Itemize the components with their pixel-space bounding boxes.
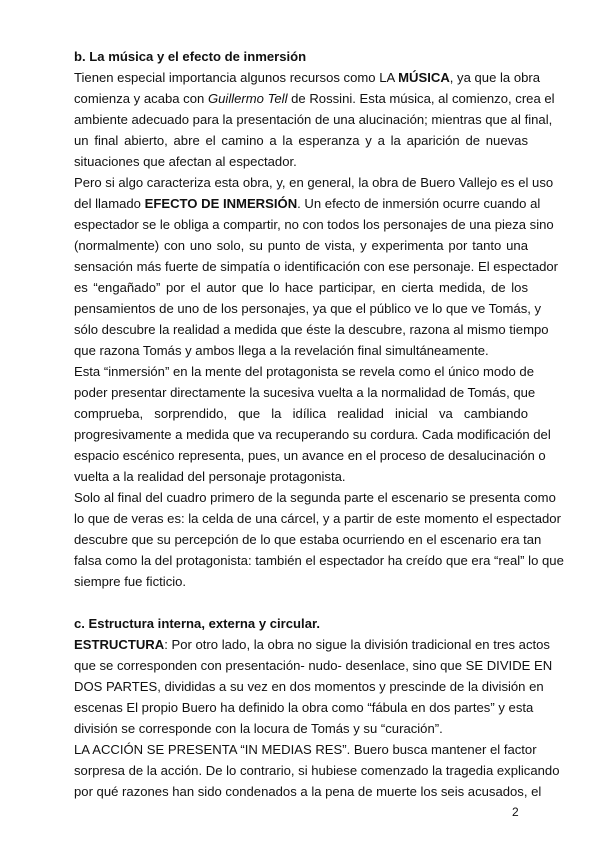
paragraph-line: Pero si algo caracteriza esta obra, y, en general, la obra de Buero Vallejo es el uso [74, 175, 554, 190]
paragraph-line: falsa como la del protagonista: también el espectador ha creído que era “real” lo que [74, 553, 564, 568]
paragraph-line: progresivamente a medida que va recuperando su cordura. Cada modificación del [74, 427, 551, 442]
paragraph-line: del llamado EFECTO DE INMERSIÓN. Un efecto de inmersión ocurre cuando al [74, 196, 541, 211]
paragraph-line: situaciones que afectan al espectador. [74, 154, 297, 169]
paragraph-line: que razona Tomás y ambos llega a la revelación final simultáneamente. [74, 343, 489, 358]
paragraph-line: vuelta a la realidad del personaje protagonista. [74, 469, 346, 484]
paragraph-line: pensamientos de uno de los personajes, ya que el público ve lo que ve Tomás, y [74, 301, 542, 316]
paragraph-line: Solo al final del cuadro primero de la segunda parte el escenario se presenta como [74, 490, 556, 505]
page-number: 2 [512, 805, 519, 819]
paragraph-line: siempre fue ficticio. [74, 574, 187, 589]
paragraph-line: DOS PARTES, divididas a su vez en dos momentos y prescinde de la división en [74, 679, 544, 694]
paragraph-line: poder presentar directamente la sucesiva vuelta a la normalidad de Tomás, que [74, 385, 536, 400]
paragraph-line: es “engañado” por el autor que lo hace participar, en cierta medida, de los [74, 280, 528, 295]
paragraph-line: comprueba, sorprendido, que la idílica realidad inicial va cambiando [74, 406, 528, 421]
paragraph-line: espacio escénico representa, pues, un avance en el proceso de desalucinación o [74, 448, 546, 463]
paragraph-line: sorpresa de la acción. De lo contrario, si hubiese comenzado la tragedia explicando [74, 763, 560, 778]
paragraph-line: descubre que su percepción de lo que estaba ocurriendo en el escenario era tan [74, 532, 542, 547]
section-heading: b. La música y el efecto de inmersión [74, 49, 307, 64]
paragraph-line: Tienen especial importancia algunos recursos como LA MÚSICA, ya que la obra [74, 70, 541, 85]
paragraph-line: división se corresponde con la locura de Tomás y su “curación”. [74, 721, 443, 736]
paragraph-line: escenas El propio Buero ha definido la obra como “fábula en dos partes” y esta [74, 700, 534, 715]
paragraph-line: lo que de veras es: la celda de una cárcel, y a partir de este momento el espectador [74, 511, 561, 526]
paragraph-line: sensación más fuerte de simpatía o identificación con ese personaje. El espectador [74, 259, 559, 274]
paragraph-line: ambiente adecuado para la presentación de una alucinación; mientras que al final, [74, 112, 553, 127]
paragraph-line: un final abierto, abre el camino a la esperanza y a la aparición de nuevas [74, 133, 528, 148]
paragraph-line: ESTRUCTURA: Por otro lado, la obra no sigue la división tradicional en tres actos [74, 637, 550, 652]
paragraph-line: (normalmente) con uno solo, su punto de vista, y experimenta por tanto una [74, 238, 528, 253]
section-heading: c. Estructura interna, externa y circular. [74, 616, 320, 631]
paragraph-line: sólo descubre la realidad a medida que éste la descubre, razona al mismo tiempo [74, 322, 549, 337]
paragraph-line: LA ACCIÓN SE PRESENTA “IN MEDIAS RES”. Buero busca mantener el factor [74, 742, 537, 757]
paragraph-line: Esta “inmersión” en la mente del protagonista se revela como el único modo de [74, 364, 534, 379]
paragraph-line: que se corresponden con presentación- nudo- desenlace, sino que SE DIVIDE EN [74, 658, 553, 673]
paragraph-line: por qué razones han sido condenados a la pena de muerte los seis acusados, el [74, 784, 542, 799]
paragraph-line: espectador se le obliga a compartir, no con todos los personajes de una pieza sino [74, 217, 554, 232]
paragraph-line: comienza y acaba con Guillermo Tell de Rossini. Esta música, al comienzo, crea el [74, 91, 555, 106]
